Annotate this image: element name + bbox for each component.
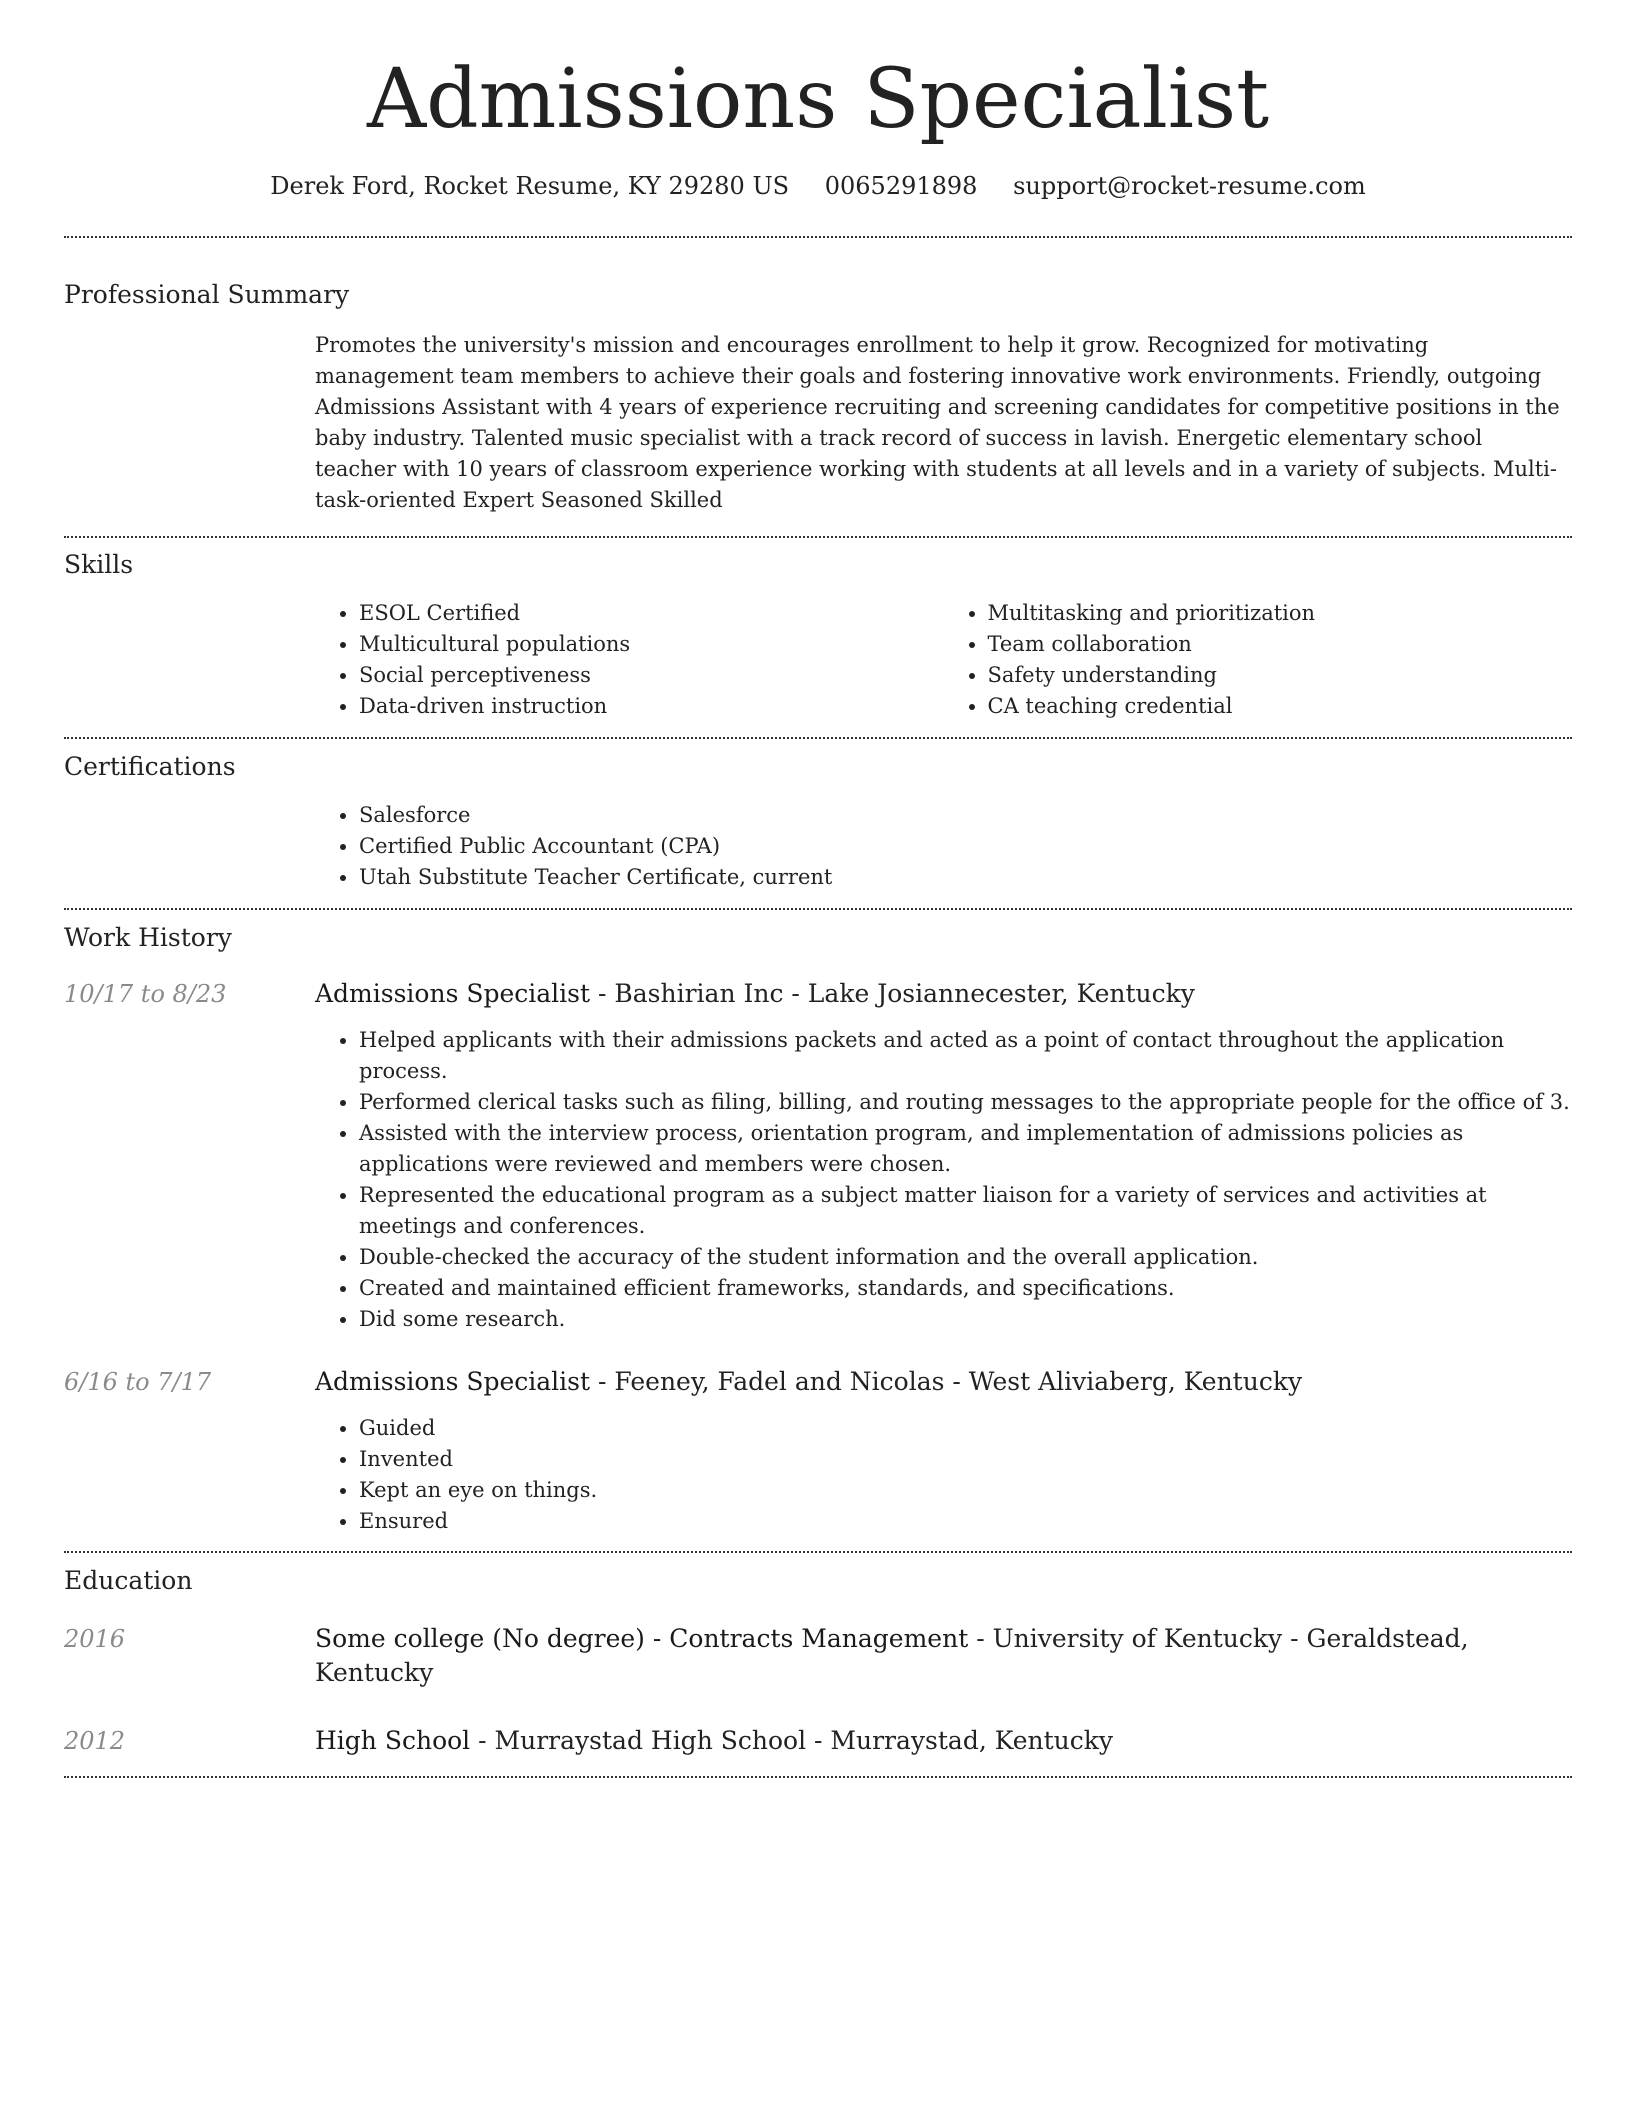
job-entry [64, 1365, 1572, 1537]
education-degree: Some college (No degree) - Contracts Management [315, 1624, 969, 1653]
summary-section [64, 238, 1572, 516]
contact-line [64, 170, 1572, 202]
list-item: • Guided [359, 1413, 1572, 1444]
list-item: • Utah Substitute Teacher Certificate, current [359, 862, 1572, 893]
education-detail: - Murraystad High School - Murraystad, Kentucky [470, 1726, 1114, 1755]
job-bullets [315, 1025, 1572, 1335]
list-item: • Assisted with the interview process, orientation program, and implementation of admissions policies as applications were reviewed and members were chosen. [359, 1118, 1572, 1180]
list-item: • Represented the educational program as a subject matter liaison for a variety of services and activities at meetings and conferences. [359, 1180, 1572, 1242]
education-heading: Education [64, 1566, 193, 1595]
list-item: • Did some research. [359, 1304, 1572, 1335]
list-item: • CA teaching credential [988, 691, 1573, 722]
job-entry [64, 977, 1572, 1335]
education-entry [64, 1724, 1572, 1758]
education-entry [64, 1622, 1572, 1690]
list-item: • Salesforce [359, 800, 1572, 831]
summary-text: Promotes the university's mission and encourages enrollment to help it grow. Recognized for motivating management team members to achieve their goals and fostering innovative work environments. Friendly, outgoing Admissions Assistant with 4 years of experience recruiting and screening candidates for competitive positions in the baby industry. Talented music specialist with a track record of success in lavish. Energetic elementary school teacher with 10 years of classroom experience working with students at all levels and in a variety of subjects. Multi-task-oriented Expert Seasoned Skilled [315, 333, 1560, 512]
education-degree: High School [315, 1726, 471, 1755]
contact-phone: 0065291898 [824, 172, 978, 200]
resume-title: Admissions Specialist [366, 52, 1270, 147]
list-item: • Invented [359, 1444, 1572, 1475]
job-heading [315, 1365, 1572, 1399]
education-heading-line [315, 1622, 1572, 1690]
skills-section [64, 538, 1572, 722]
job-role: Admissions Specialist [315, 979, 591, 1008]
education-detail: - University of Kentucky - Geraldstead, Kentucky [315, 1624, 1469, 1687]
divider [64, 1776, 1572, 1778]
skills-column-left [315, 598, 944, 722]
job-heading [315, 977, 1572, 1011]
list-item: • Created and maintained efficient frameworks, standards, and specifications. [359, 1273, 1572, 1304]
list-item: • Helped applicants with their admissions packets and acted as a point of contact throughout the application process. [359, 1025, 1572, 1087]
list-item: • Social perceptiveness [359, 660, 944, 691]
job-dates: 6/16 to 7/17 [64, 1368, 212, 1396]
skills-list [315, 598, 1572, 722]
contact-address: Derek Ford, Rocket Resume, KY 29280 US [270, 172, 790, 200]
list-item: • ESOL Certified [359, 598, 944, 629]
job-detail: - Bashirian Inc - Lake Josiannecester, Kentucky [590, 979, 1195, 1008]
education-year: 2016 [64, 1625, 126, 1653]
list-item: • Data-driven instruction [359, 691, 944, 722]
skills-column-right [944, 598, 1573, 722]
work-heading: Work History [64, 923, 232, 952]
skills-heading: Skills [64, 550, 134, 579]
list-item: • Kept an eye on things. [359, 1475, 1572, 1506]
education-section [64, 1553, 1572, 1758]
job-dates: 10/17 to 8/23 [64, 980, 227, 1008]
contact-email: support@rocket-resume.com [1013, 172, 1366, 200]
list-item: • Performed clerical tasks such as filing, billing, and routing messages to the appropriate people for the office of 3. [359, 1087, 1572, 1118]
job-bullets [315, 1413, 1572, 1537]
summary-heading: Professional Summary [64, 280, 350, 309]
list-item: • Multitasking and prioritization [988, 598, 1573, 629]
work-section [64, 910, 1572, 1537]
resume-page [64, 0, 1572, 1778]
list-item: • Ensured [359, 1506, 1572, 1537]
job-role: Admissions Specialist [315, 1367, 591, 1396]
job-detail: - Feeney, Fadel and Nicolas - West Aliviaberg, Kentucky [590, 1367, 1303, 1396]
list-item: • Multicultural populations [359, 629, 944, 660]
education-heading-line [315, 1724, 1572, 1758]
certifications-heading: Certifications [64, 752, 236, 781]
list-item: • Safety understanding [988, 660, 1573, 691]
certifications-list [315, 800, 1572, 893]
certifications-section [64, 739, 1572, 893]
list-item: • Team collaboration [988, 629, 1573, 660]
list-item: • Certified Public Accountant (CPA) [359, 831, 1572, 862]
list-item: • Double-checked the accuracy of the student information and the overall application. [359, 1242, 1572, 1273]
education-year: 2012 [64, 1727, 126, 1755]
